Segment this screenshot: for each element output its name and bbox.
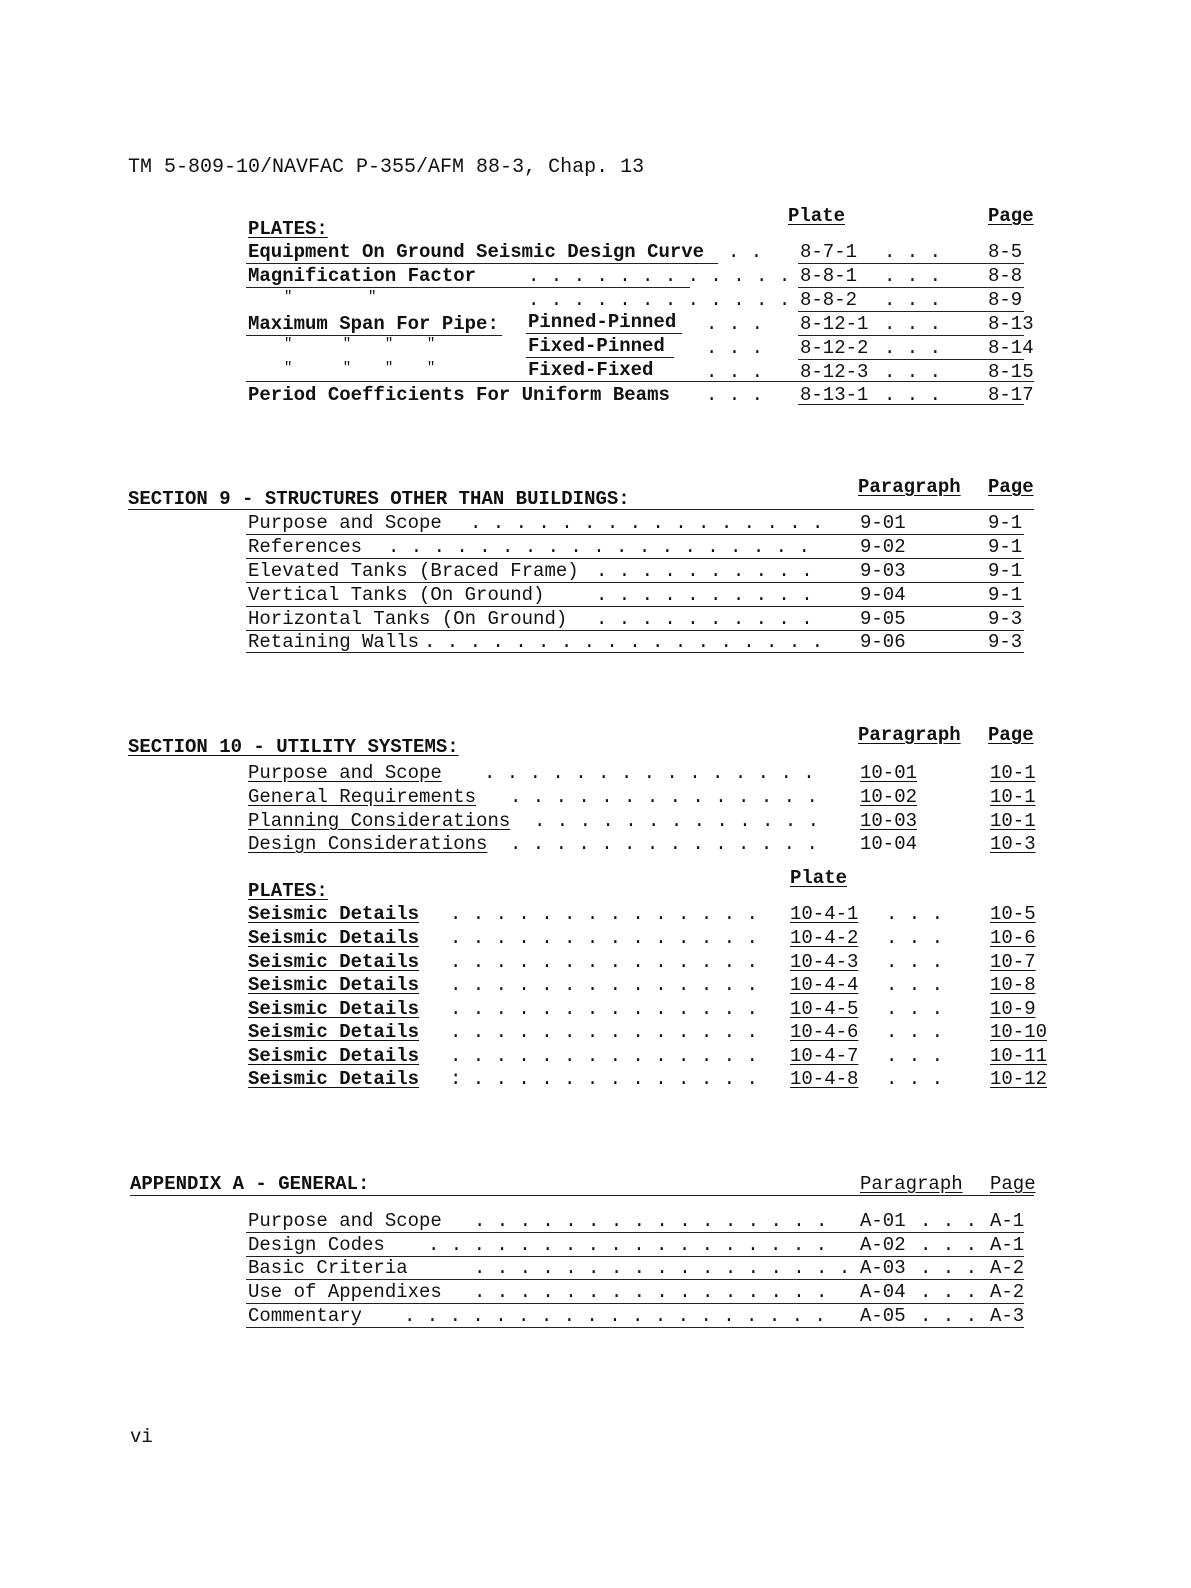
entry-title: Equipment On Ground Seismic Design Curve [248, 241, 705, 263]
leader-dots: . . . . . . . . . . . . . . . . . . [424, 631, 824, 653]
page-number: A-2 [990, 1281, 1025, 1303]
entry-title: Seismic Details [248, 1021, 420, 1043]
leader-dots: . . . . . . . . . . . . . . [450, 951, 758, 973]
leader-dots: . . . [706, 313, 764, 335]
paragraph-number: 9-03 [860, 560, 906, 582]
leader-dots: . . . [886, 927, 944, 949]
plate-number: 8-7-1 [800, 241, 858, 263]
entry-title: Seismic Details [248, 1068, 420, 1090]
paragraph-number: A-05 [860, 1305, 906, 1327]
paragraph-number: A-03 [860, 1257, 906, 1279]
page-number: 8-8 [988, 265, 1023, 287]
leader-dots: . . . . . . . . . . . . . . . . . . . [388, 536, 810, 558]
page-number: 10-5 [990, 903, 1036, 925]
leader-dots: . . . [884, 265, 942, 287]
page-number: 8-15 [988, 361, 1034, 383]
leader-dots: . . . [886, 974, 944, 996]
leader-dots: . . . [884, 384, 942, 406]
entry-subtitle: Fixed-Pinned [528, 335, 665, 357]
entry-title: Planning Considerations [248, 810, 511, 832]
leader-dots: . . . . . . . . . . . . . . [450, 927, 758, 949]
paragraph-number: 10-03 [860, 810, 918, 832]
leader-dots: . . . . . . . . . . . . . . [510, 833, 818, 855]
leader-dots: . . . . . . . . . . . . . . . [484, 762, 815, 784]
entry-title: Commentary [248, 1305, 363, 1327]
page-number: A-1 [990, 1210, 1025, 1232]
page-number: 9-1 [988, 536, 1023, 558]
plate-number: 8-13-1 [800, 384, 869, 406]
entry-title: Seismic Details [248, 974, 420, 996]
section-heading: APPENDIX A - GENERAL: [130, 1173, 370, 1195]
entry-title: Design Considerations [248, 833, 488, 855]
col-header-paragraph: Paragraph [858, 476, 961, 498]
ditto-marks: " " " " [284, 336, 436, 352]
leader-dots: . . . [884, 361, 942, 383]
paragraph-number: 10-01 [860, 762, 918, 784]
page-number: 10-10 [990, 1021, 1048, 1043]
leader-dots: . . . . . . . . . . . . . . . . [474, 1281, 828, 1303]
ditto-marks: " " " " [284, 360, 436, 376]
leader-dots: . . . [886, 903, 944, 925]
plates-label: PLATES: [248, 880, 328, 902]
leader-dots: . . . [886, 951, 944, 973]
entry-title: Seismic Details [248, 951, 420, 973]
leader-dots: . . . . . . . . . . . . . . [450, 903, 758, 925]
page-number: 10-9 [990, 998, 1036, 1020]
paragraph-number: A-02 [860, 1234, 906, 1256]
section-heading: SECTION 10 - UTILITY SYSTEMS: [128, 736, 459, 758]
leader-dots: . . . . . . . . . . [596, 560, 813, 582]
leader-dots: . . . [884, 289, 942, 311]
page-number: 8-9 [988, 289, 1023, 311]
col-header-page: Page [988, 724, 1034, 746]
page-number: 9-3 [988, 631, 1023, 653]
leader-dots: . . . . . . . . . . . . . . [510, 786, 818, 808]
page-number: 10-7 [990, 951, 1036, 973]
footer-page-number: vi [130, 1426, 153, 1448]
page-header: TM 5-809-10/NAVFAC P-355/AFM 88-3, Chap. 13 [128, 156, 645, 179]
leader-dots: . . . . . . . . . . . . . . . . . [474, 1257, 851, 1279]
entry-title: General Requirements [248, 786, 477, 808]
leader-dots: . . . . . . . . . . . . . . . . [470, 512, 824, 534]
page-number: A-1 [990, 1234, 1025, 1256]
leader-dots: . . [728, 241, 763, 263]
entry-title: Seismic Details [248, 998, 420, 1020]
leader-dots: . . . [706, 361, 764, 383]
plate-number: 8-8-2 [800, 289, 858, 311]
paragraph-number: A-01 [860, 1210, 906, 1232]
page-number: A-2 [990, 1257, 1025, 1279]
leader-dots: . . . [884, 337, 942, 359]
leader-dots: . . . [920, 1281, 978, 1303]
page-number: 9-1 [988, 560, 1023, 582]
plate-number: 10-4-6 [790, 1021, 859, 1043]
entry-title: Period Coefficients For Uniform Beams [248, 384, 670, 406]
paragraph-number: 9-02 [860, 536, 906, 558]
col-header-plate: Plate [790, 867, 848, 889]
leader-dots: . . . . . . . . . . . . [528, 265, 791, 287]
leader-dots: . . . [884, 313, 942, 335]
leader-dots: . . . [920, 1305, 978, 1327]
entry-title: Maximum Span For Pipe: [248, 313, 499, 335]
col-header-page: Page [988, 205, 1034, 227]
leader-dots: . . . [884, 241, 942, 263]
col-header-page: Page [988, 476, 1034, 498]
plate-number: 8-12-3 [800, 361, 869, 383]
plate-number: 10-4-3 [790, 951, 859, 973]
entry-title: Horizontal Tanks (On Ground) [248, 608, 568, 630]
entry-title: Seismic Details [248, 927, 420, 949]
plate-number: 8-12-1 [800, 313, 869, 335]
leader-dots: . . . [706, 337, 764, 359]
plate-number: 10-4-8 [790, 1068, 859, 1090]
page-number: 9-1 [988, 512, 1023, 534]
leader-dots: . . . [886, 1021, 944, 1043]
entry-title: Elevated Tanks (Braced Frame) [248, 560, 579, 582]
entry-title: Design Codes [248, 1234, 385, 1256]
entry-title: Retaining Walls [248, 631, 420, 653]
paragraph-number: A-04 [860, 1281, 906, 1303]
plates-label: PLATES: [248, 218, 328, 240]
page-number: 10-6 [990, 927, 1036, 949]
leader-dots: . . . . . . . . . . . . . . [450, 1021, 758, 1043]
leader-dots: . . . . . . . . . . . . . . . . . . [428, 1234, 828, 1256]
paragraph-number: 9-06 [860, 631, 906, 653]
leader-dots: . . . . . . . . . . . . . . [450, 974, 758, 996]
leader-dots: . . . . . . . . . . [596, 608, 813, 630]
page-number: 9-1 [988, 584, 1023, 606]
entry-subtitle: Fixed-Fixed [528, 359, 654, 381]
page-number: 10-11 [990, 1045, 1048, 1067]
page-number: 8-13 [988, 313, 1034, 335]
entry-title: Vertical Tanks (On Ground) [248, 584, 545, 606]
page-number: 10-1 [990, 762, 1036, 784]
leader-dots: : . . . . . . . . . . . . . [450, 1068, 758, 1090]
plate-number: 8-8-1 [800, 265, 858, 287]
entry-title: Basic Criteria [248, 1257, 408, 1279]
leader-dots: . . . . . . . . . . . . . . [450, 998, 758, 1020]
page-number: 8-5 [988, 241, 1023, 263]
paragraph-number: 10-04 [860, 833, 918, 855]
plate-number: 10-4-5 [790, 998, 859, 1020]
col-header-paragraph: Paragraph [860, 1173, 963, 1195]
entry-title: Magnification Factor [248, 265, 477, 287]
paragraph-number: 9-05 [860, 608, 906, 630]
entry-title: Seismic Details [248, 1045, 420, 1067]
page-number: 8-17 [988, 384, 1034, 406]
page-number: 8-14 [988, 337, 1034, 359]
paragraph-number: 10-02 [860, 786, 918, 808]
leader-dots: . . . . . . . . . . . . . [534, 810, 820, 832]
plate-number: 8-12-2 [800, 337, 869, 359]
leader-dots: . . . . . . . . . . [596, 584, 813, 606]
col-header-page: Page [990, 1173, 1036, 1195]
entry-title: Purpose and Scope [248, 762, 442, 784]
leader-dots: . . . [886, 1045, 944, 1067]
page-number: 10-1 [990, 786, 1036, 808]
page-number: A-3 [990, 1305, 1025, 1327]
page-number: 10-1 [990, 810, 1036, 832]
leader-dots: . . . [920, 1234, 978, 1256]
leader-dots: . . . [920, 1257, 978, 1279]
page-number: 9-3 [988, 608, 1023, 630]
paragraph-number: 9-04 [860, 584, 906, 606]
col-header-plate: Plate [788, 205, 846, 227]
paragraph-number: 9-01 [860, 512, 906, 534]
entry-subtitle: Pinned-Pinned [528, 311, 677, 333]
leader-dots: . . . [920, 1210, 978, 1232]
entry-title: Use of Appendixes [248, 1281, 442, 1303]
entry-title: Seismic Details [248, 903, 420, 925]
plate-number: 10-4-4 [790, 974, 859, 996]
leader-dots: . . . . . . . . . . . . . . . . . . . [404, 1305, 826, 1327]
plate-number: 10-4-2 [790, 927, 859, 949]
leader-dots: . . . . . . . . . . . . . . . . [474, 1210, 828, 1232]
leader-dots: . . . . . . . . . . . . [528, 289, 791, 311]
section-heading: SECTION 9 - STRUCTURES OTHER THAN BUILDINGS: [128, 488, 630, 510]
entry-title: Purpose and Scope [248, 512, 442, 534]
ditto-marks: " " [284, 289, 377, 305]
leader-dots: . . . [706, 384, 764, 406]
leader-dots: . . . [886, 1068, 944, 1090]
leader-dots: . . . [886, 998, 944, 1020]
leader-dots: . . . . . . . . . . . . . . [450, 1045, 758, 1067]
page-number: 10-12 [990, 1068, 1048, 1090]
page-number: 10-3 [990, 833, 1036, 855]
col-header-paragraph: Paragraph [858, 724, 961, 746]
entry-title: Purpose and Scope [248, 1210, 442, 1232]
entry-title: References [248, 536, 363, 558]
plate-number: 10-4-7 [790, 1045, 859, 1067]
plate-number: 10-4-1 [790, 903, 859, 925]
page-number: 10-8 [990, 974, 1036, 996]
